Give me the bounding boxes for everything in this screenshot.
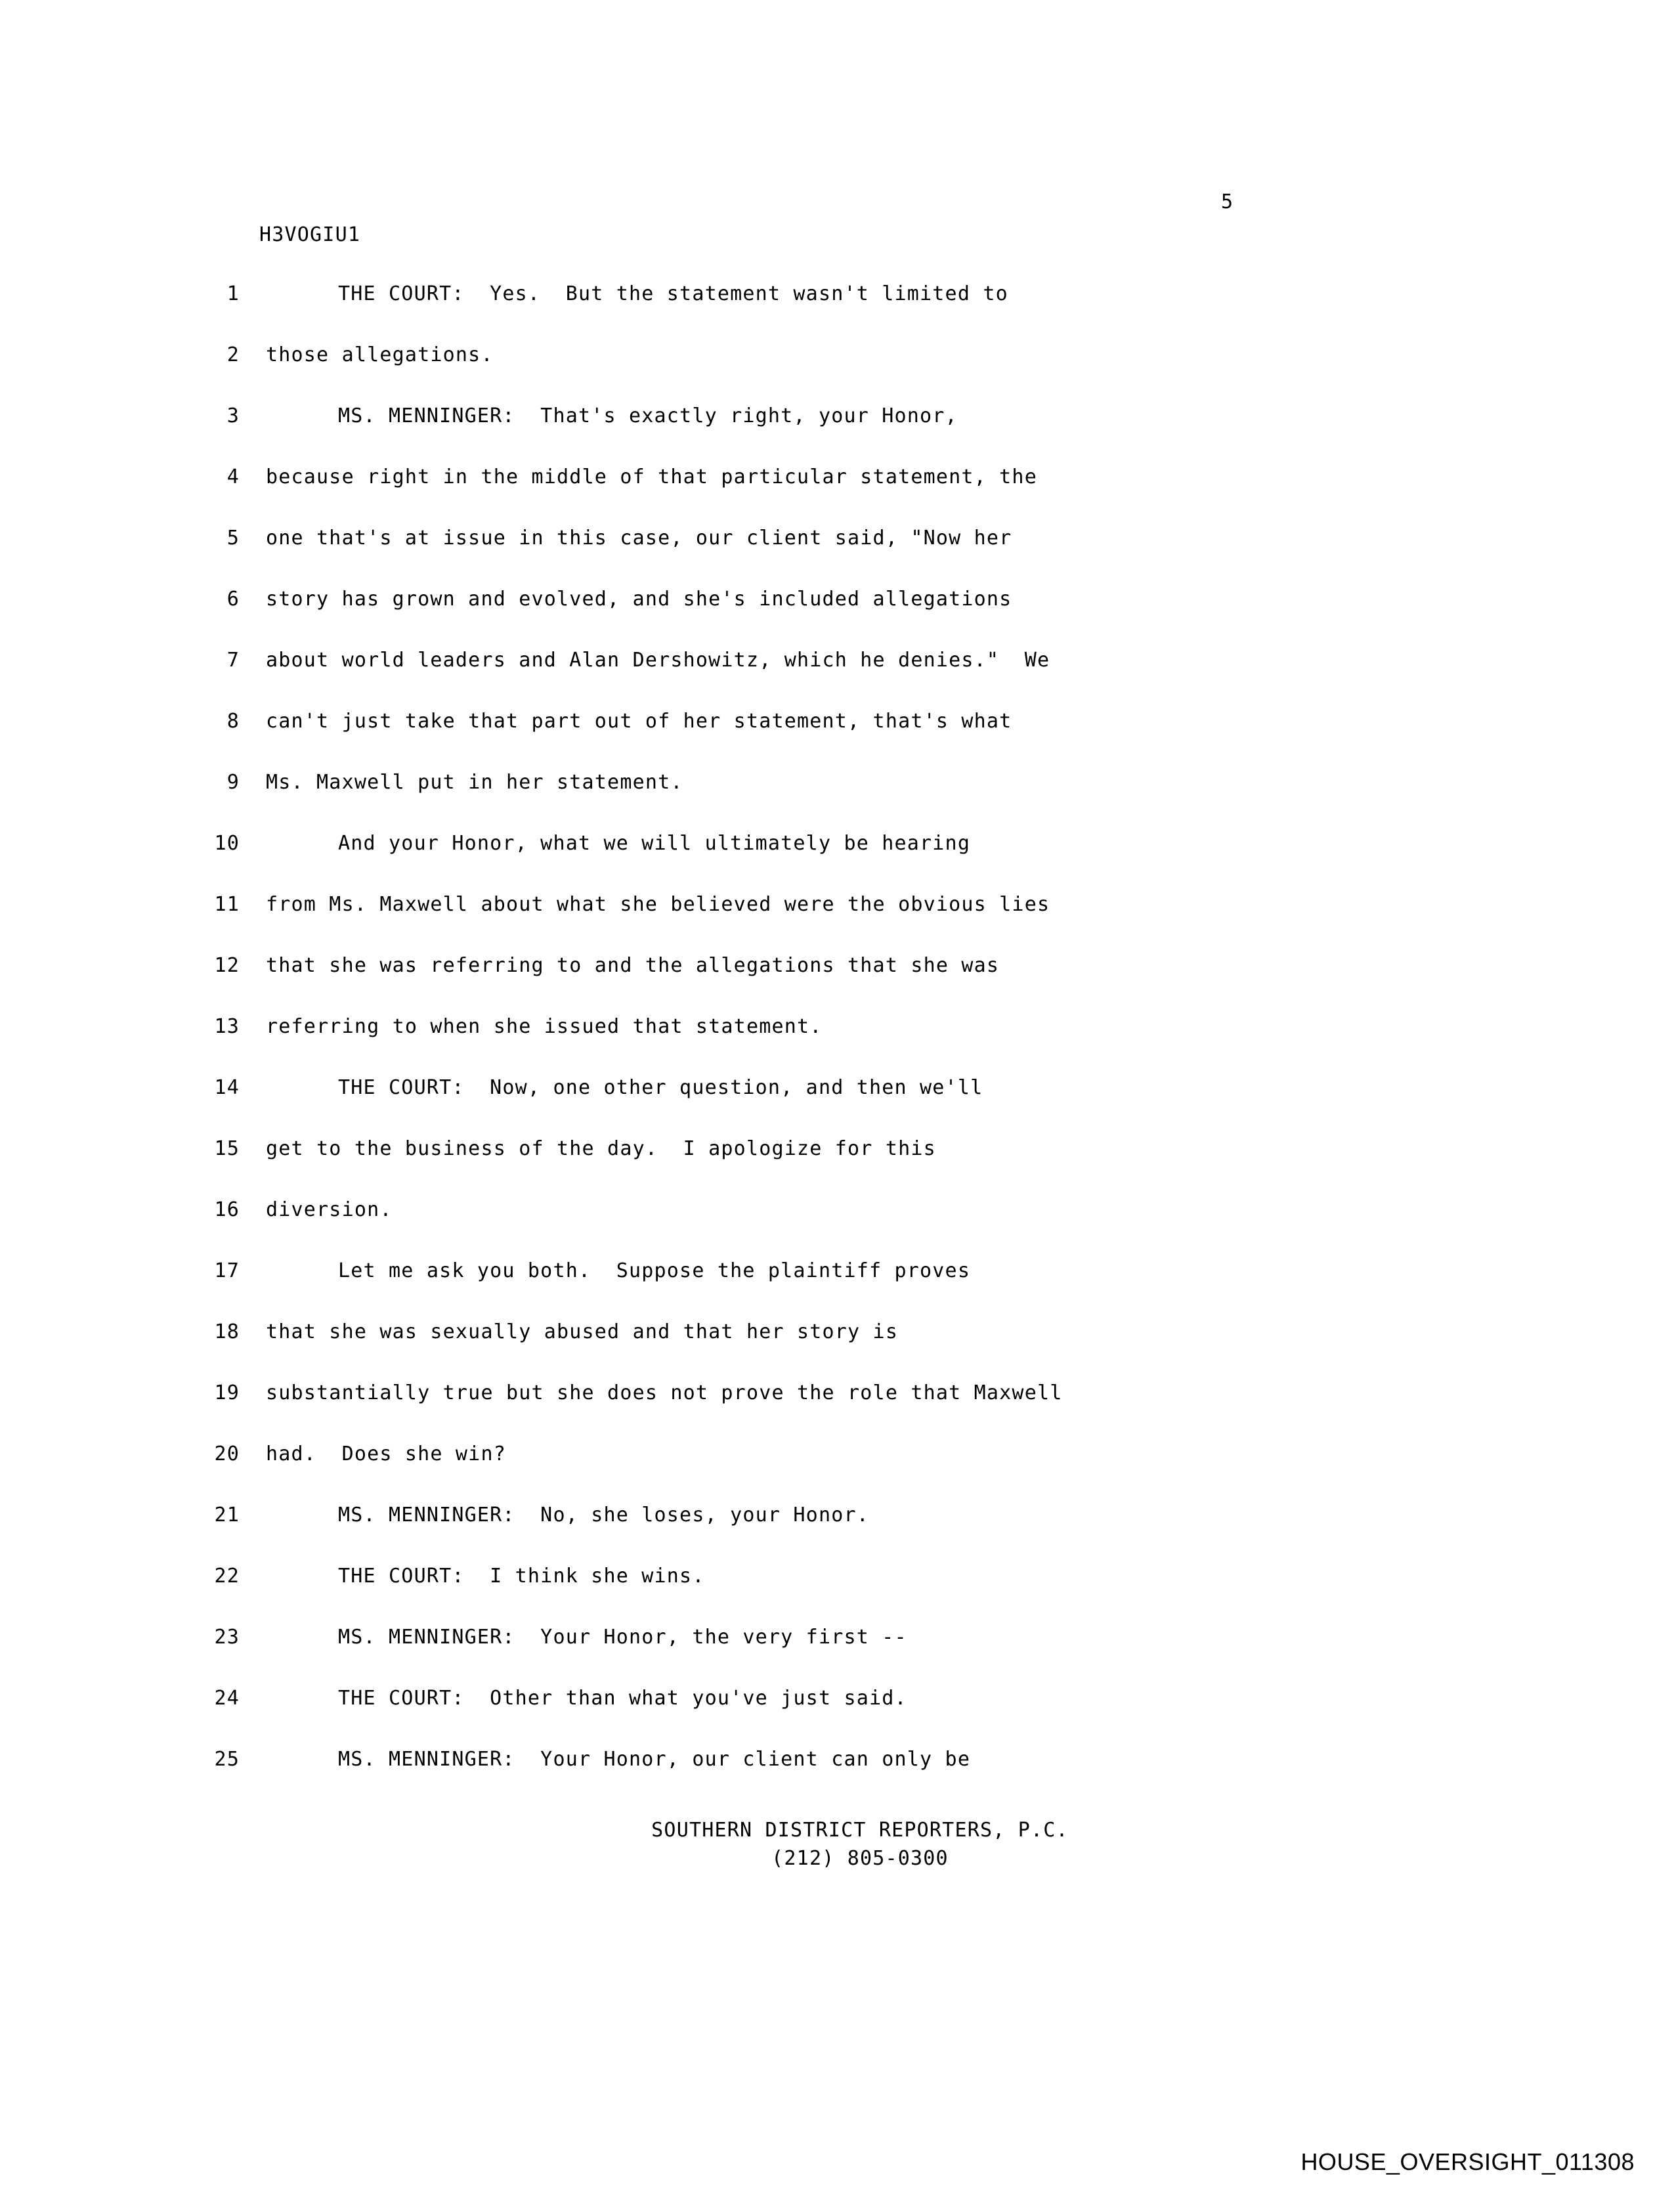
transcript-line xyxy=(177,1748,1490,1809)
line-number: 23 xyxy=(214,1626,240,1649)
line-number: 9 xyxy=(226,771,240,794)
transcript-line xyxy=(177,1442,1490,1504)
line-text-content: get to the business of the day. I apologize for this xyxy=(266,1137,936,1160)
line-text xyxy=(266,954,999,977)
line-number: 10 xyxy=(214,832,240,855)
line-text xyxy=(266,1381,1062,1404)
transcript-line xyxy=(177,588,1490,649)
line-number: 16 xyxy=(214,1198,240,1221)
transcript-line xyxy=(177,954,1490,1015)
line-text xyxy=(266,1504,869,1527)
line-text-content: THE COURT: Yes. But the statement wasn't limited to xyxy=(338,282,1008,305)
line-text xyxy=(266,466,1037,488)
line-number: 15 xyxy=(214,1137,240,1160)
line-text-content: one that's at issue in this case, our client said, "Now her xyxy=(266,527,1012,550)
line-text-content: had. Does she win? xyxy=(266,1442,506,1465)
line-number: 24 xyxy=(214,1687,240,1710)
line-text-content: that she was referring to and the allegations that she was xyxy=(266,954,1000,977)
line-number: 25 xyxy=(214,1748,240,1771)
line-number: 4 xyxy=(226,466,240,488)
line-text xyxy=(266,1565,705,1588)
line-text xyxy=(266,893,1050,916)
line-text-content: And your Honor, what we will ultimately be hearing xyxy=(338,832,971,855)
line-number: 1 xyxy=(226,282,240,305)
line-text xyxy=(266,771,683,794)
line-number: 19 xyxy=(214,1381,240,1404)
line-text-content: MS. MENNINGER: Your Honor, our client can only be xyxy=(338,1748,971,1771)
line-text-content: Ms. Maxwell put in her statement. xyxy=(266,771,683,794)
line-number: 14 xyxy=(214,1076,240,1099)
line-number: 17 xyxy=(214,1259,240,1282)
transcript-line xyxy=(177,1381,1490,1442)
line-number: 5 xyxy=(226,527,240,550)
line-number: 6 xyxy=(226,588,240,611)
transcript-line xyxy=(177,282,1490,343)
line-number: 7 xyxy=(226,649,240,672)
transcript-id: H3VOGIU1 xyxy=(259,223,361,246)
line-number: 12 xyxy=(214,954,240,977)
transcript-body xyxy=(177,282,1490,1809)
transcript-line xyxy=(177,771,1490,832)
line-number: 11 xyxy=(214,893,240,916)
transcript-line xyxy=(177,404,1490,466)
transcript-line xyxy=(177,1320,1490,1381)
line-number: 22 xyxy=(214,1565,240,1588)
line-text-content: about world leaders and Alan Dershowitz, which he denies." We xyxy=(266,649,1050,672)
line-text-content: from Ms. Maxwell about what she believed were the obvious lies xyxy=(266,893,1050,916)
bates-stamp: HOUSE_OVERSIGHT_011308 xyxy=(1300,2148,1635,2175)
line-text-content: referring to when she issued that statement. xyxy=(266,1015,823,1038)
line-text xyxy=(266,282,1008,305)
line-text-content: THE COURT: Now, one other question, and then we'll xyxy=(338,1076,983,1099)
line-text xyxy=(266,588,1012,611)
line-text-content: that she was sexually abused and that her story is xyxy=(266,1320,899,1343)
line-text-content: THE COURT: I think she wins. xyxy=(338,1565,705,1588)
transcript-line xyxy=(177,1137,1490,1198)
line-text xyxy=(266,1076,983,1099)
line-text xyxy=(266,1259,970,1282)
transcript-line xyxy=(177,1687,1490,1748)
line-text xyxy=(266,1137,936,1160)
line-number: 3 xyxy=(226,404,240,427)
transcript-line xyxy=(177,466,1490,527)
transcript-line xyxy=(177,1198,1490,1259)
transcript-line xyxy=(177,1565,1490,1626)
line-text-content: diversion. xyxy=(266,1198,393,1221)
line-text-content: because right in the middle of that particular statement, the xyxy=(266,466,1037,488)
line-text xyxy=(266,527,1012,550)
line-text xyxy=(266,710,1012,733)
line-number: 2 xyxy=(226,343,240,366)
transcript-line xyxy=(177,1076,1490,1137)
line-text-content: those allegations. xyxy=(266,343,494,366)
line-text xyxy=(266,1198,393,1221)
transcript-line xyxy=(177,527,1490,588)
line-text-content: MS. MENNINGER: No, she loses, your Honor. xyxy=(338,1504,869,1527)
line-text xyxy=(266,404,958,427)
line-text-content: substantially true but she does not prove the role that Maxwell xyxy=(266,1381,1063,1404)
reporter-phone: (212) 805-0300 xyxy=(771,1847,949,1870)
line-number: 13 xyxy=(214,1015,240,1038)
line-text-content: story has grown and evolved, and she's included allegations xyxy=(266,588,1012,611)
line-text-content: MS. MENNINGER: That's exactly right, your Honor, xyxy=(338,404,958,427)
reporter-name: SOUTHERN DISTRICT REPORTERS, P.C. xyxy=(651,1819,1069,1842)
line-text-content: can't just take that part out of her statement, that's what xyxy=(266,710,1012,733)
transcript-line xyxy=(177,649,1490,710)
line-text-content: Let me ask you both. Suppose the plaintiff proves xyxy=(338,1259,971,1282)
line-number: 18 xyxy=(214,1320,240,1343)
line-text-content: THE COURT: Other than what you've just said. xyxy=(338,1687,907,1710)
line-number: 20 xyxy=(214,1442,240,1465)
line-text xyxy=(266,832,970,855)
transcript-line xyxy=(177,343,1490,404)
transcript-line xyxy=(177,1626,1490,1687)
line-number: 21 xyxy=(214,1504,240,1527)
transcript-line xyxy=(177,710,1490,771)
line-text xyxy=(266,1442,506,1465)
line-text xyxy=(266,1748,970,1771)
line-text xyxy=(266,343,494,366)
page-footer xyxy=(0,1819,1674,1870)
line-number: 8 xyxy=(226,710,240,733)
transcript-line xyxy=(177,893,1490,954)
transcript-line xyxy=(177,1015,1490,1076)
line-text xyxy=(266,1320,898,1343)
line-text xyxy=(266,1626,907,1649)
line-text xyxy=(266,649,1050,672)
line-text xyxy=(266,1015,823,1038)
line-text xyxy=(266,1687,907,1710)
transcript-line xyxy=(177,1259,1490,1320)
transcript-line xyxy=(177,832,1490,893)
transcript-line xyxy=(177,1504,1490,1565)
line-text-content: MS. MENNINGER: Your Honor, the very first -- xyxy=(338,1626,907,1649)
page-number: 5 xyxy=(1221,190,1234,213)
